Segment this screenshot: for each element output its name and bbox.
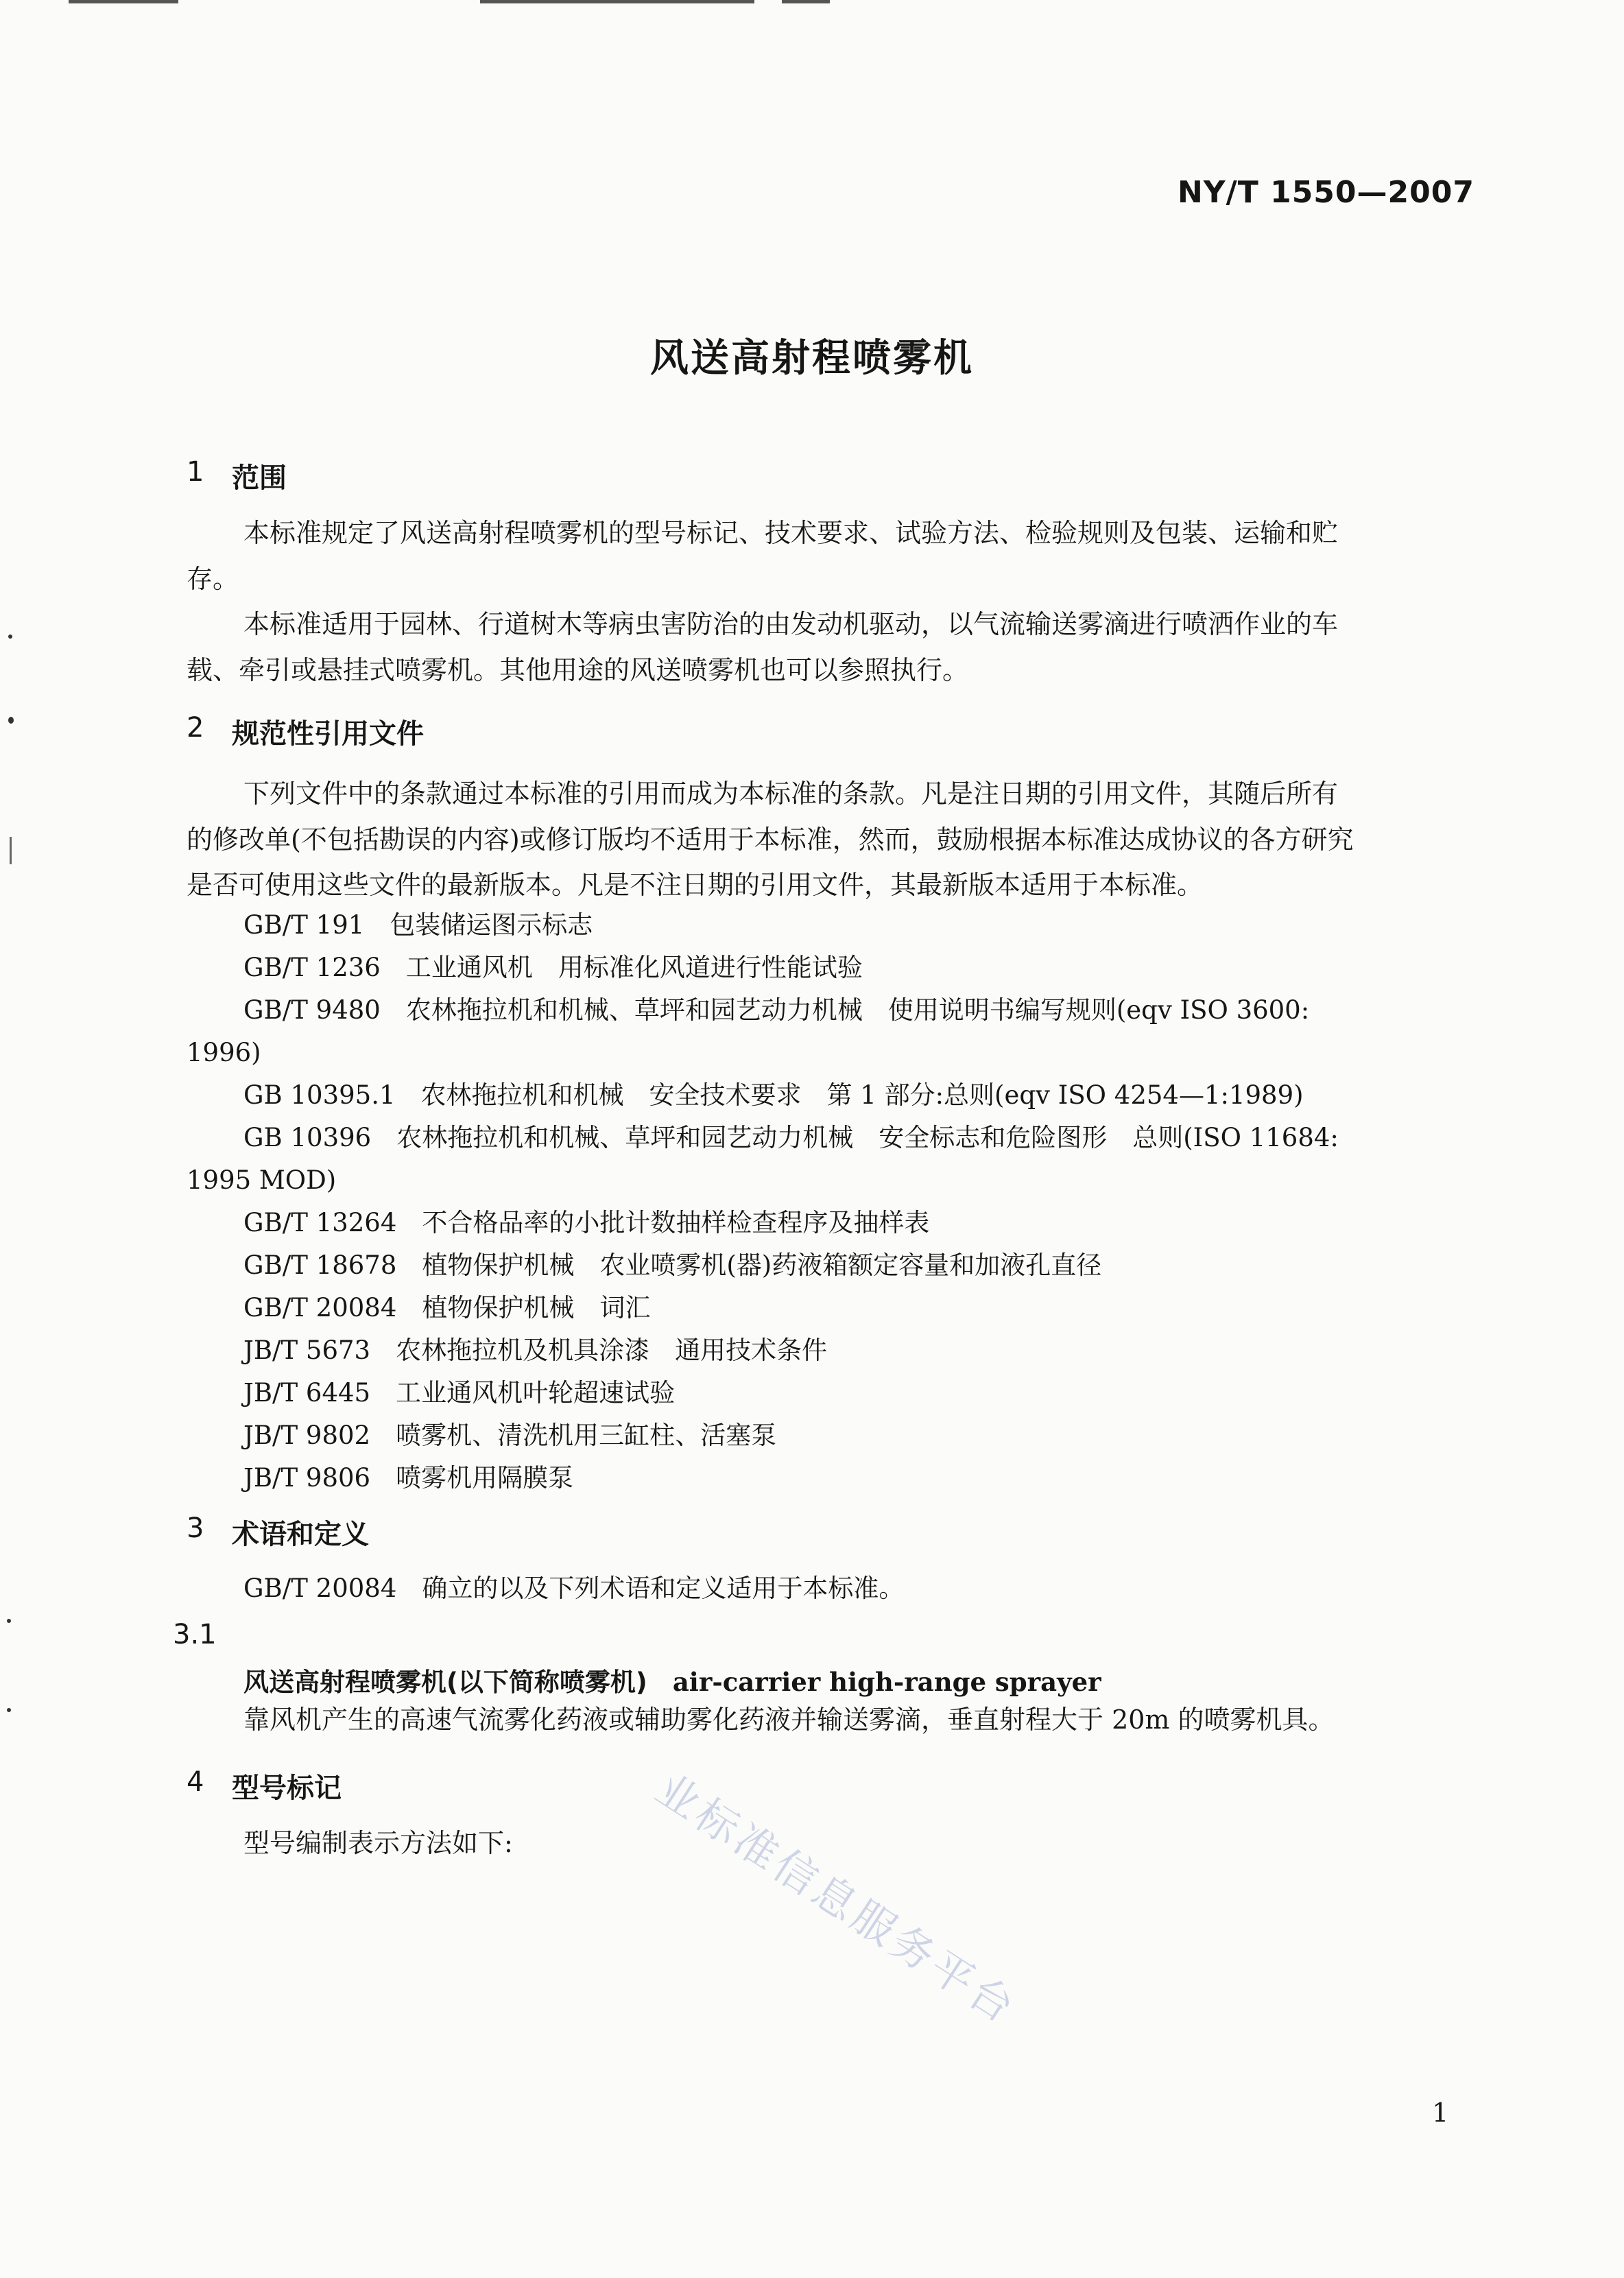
- reference-item: [243, 1244, 1101, 1287]
- reference-item: [243, 1414, 776, 1457]
- reference-title: 工业通风机叶轮超速试验: [396, 1378, 676, 1408]
- section-3-intro: [243, 1567, 904, 1610]
- scan-artifact-line: [782, 0, 830, 3]
- reference-code: JB/T 9806: [243, 1463, 371, 1493]
- reference-code: JB/T 5673: [243, 1336, 371, 1365]
- section-4-text: 型号编制表示方法如下:: [243, 1828, 513, 1858]
- standard-number: NY/T 1550—2007: [1177, 175, 1474, 210]
- reference-continuation: 1996): [187, 1038, 261, 1067]
- section-2-intro-line-3: 是否可使用这些文件的最新版本。凡是不注日期的引用文件，其最新版本适用于本标准。: [187, 870, 1204, 900]
- reference-item: [243, 947, 863, 989]
- section-1-paragraph-2-line-2: 载、牵引或悬挂式喷雾机。其他用途的风送喷雾机也可以参照执行。: [187, 655, 969, 685]
- scan-artifact-dot: [8, 717, 14, 724]
- scan-artifact-line: [69, 0, 178, 3]
- page-number: 1: [1432, 2098, 1449, 2128]
- term-chinese: 风送高射程喷雾机(以下简称喷雾机): [243, 1668, 647, 1697]
- reference-item: [243, 1117, 1339, 1159]
- reference-title: 包装储运图示标志: [390, 910, 593, 940]
- reference-code: GB/T 20084: [243, 1293, 397, 1322]
- scan-artifact-line: [10, 837, 12, 864]
- reference-code: GB/T 9480: [243, 995, 381, 1025]
- reference-item: [243, 1372, 675, 1414]
- document-title: 风送高射程喷雾机: [650, 336, 974, 381]
- reference-continuation: 1995 MOD): [187, 1165, 337, 1195]
- reference-item: [243, 1457, 573, 1499]
- section-4-number: 4: [187, 1766, 204, 1798]
- section-3-number: 3: [187, 1512, 204, 1544]
- section-2-intro-line-1: 下列文件中的条款通过本标准的引用而成为本标准的条款。凡是注日期的引用文件，其随后所有: [243, 779, 1339, 809]
- section-1-paragraph-1-line-2: 存。: [187, 564, 239, 594]
- reference-item: [243, 1202, 929, 1244]
- reference-title: 农林拖拉机和机械 安全技术要求 第 1 部分:总则(eqv ISO 4254—1:1989): [420, 1080, 1304, 1110]
- reference-title: 喷雾机、清洗机用三缸柱、活塞泵: [396, 1421, 777, 1450]
- section-2-heading: 规范性引用文件: [232, 718, 424, 750]
- section-4-heading: 型号标记: [232, 1772, 342, 1804]
- section-3-heading: 术语和定义: [232, 1519, 369, 1550]
- reference-code: JB/T 6445: [243, 1378, 371, 1408]
- scan-artifact-line: [480, 0, 754, 3]
- section-1-heading: 范围: [232, 462, 287, 494]
- reference-code: GB 10395.1: [243, 1080, 396, 1110]
- reference-code: GB/T 18678: [243, 1250, 397, 1280]
- scan-artifact-dot: [8, 634, 12, 639]
- section-1-paragraph-1-line-1: 本标准规定了风送高射程喷雾机的型号标记、技术要求、试验方法、检验规则及包装、运输和贮: [243, 518, 1339, 548]
- scan-artifact-dot: [7, 1619, 11, 1623]
- reference-title: 农林拖拉机和机械、草坪和园艺动力机械 使用说明书编写规则(eqv ISO 3600:: [405, 995, 1310, 1025]
- reference-code: JB/T 9802: [243, 1421, 371, 1450]
- reference-item: [243, 1287, 650, 1329]
- reference-title: 植物保护机械 农业喷雾机(器)药液箱额定容量和加液孔直径: [422, 1250, 1102, 1280]
- section-3-intro-text: 确立的以及下列术语和定义适用于本标准。: [422, 1574, 905, 1603]
- term-english: air-carrier high-range sprayer: [672, 1667, 1101, 1697]
- watermark-text: 业标准信息服务平台: [647, 1763, 1027, 2034]
- term-definition: 靠风机产生的高速气流雾化药液或辅助雾化药液并输送雾滴，垂直射程大于 20m 的喷雾机具。: [243, 1705, 1335, 1735]
- subsection-3-1-number: 3.1: [173, 1619, 217, 1650]
- reference-code: GB 10396: [243, 1123, 372, 1152]
- scan-artifact-dot: [7, 1708, 11, 1712]
- reference-item: [243, 989, 1309, 1032]
- reference-item: [243, 904, 593, 947]
- section-2-number: 2: [187, 712, 204, 744]
- reference-title: 喷雾机用隔膜泵: [396, 1463, 574, 1493]
- reference-code: GB/T 13264: [243, 1208, 397, 1237]
- reference-title: 农林拖拉机和机械、草坪和园艺动力机械 安全标志和危险图形 总则(ISO 11684:: [396, 1123, 1339, 1152]
- reference-item: [243, 1074, 1304, 1117]
- reference-code: GB/T 20084: [243, 1574, 397, 1603]
- section-2-intro-line-2: 的修改单(不包括勘误的内容)或修订版均不适用于本标准，然而，鼓励根据本标准达成协议的各方研究: [187, 824, 1354, 855]
- reference-title: 植物保护机械 词汇: [422, 1293, 651, 1322]
- section-1-number: 1: [187, 456, 204, 488]
- term-entry: [243, 1661, 1101, 1698]
- reference-code: GB/T 191: [243, 910, 365, 940]
- reference-title: 不合格品率的小批计数抽样检查程序及抽样表: [422, 1208, 930, 1237]
- reference-code: GB/T 1236: [243, 953, 381, 982]
- reference-title: 工业通风机 用标准化风道进行性能试验: [405, 953, 863, 982]
- reference-item: [243, 1329, 827, 1372]
- section-1-paragraph-2-line-1: 本标准适用于园林、行道树木等病虫害防治的由发动机驱动，以气流输送雾滴进行喷洒作业的车: [243, 609, 1339, 639]
- reference-title: 农林拖拉机及机具涂漆 通用技术条件: [396, 1336, 828, 1365]
